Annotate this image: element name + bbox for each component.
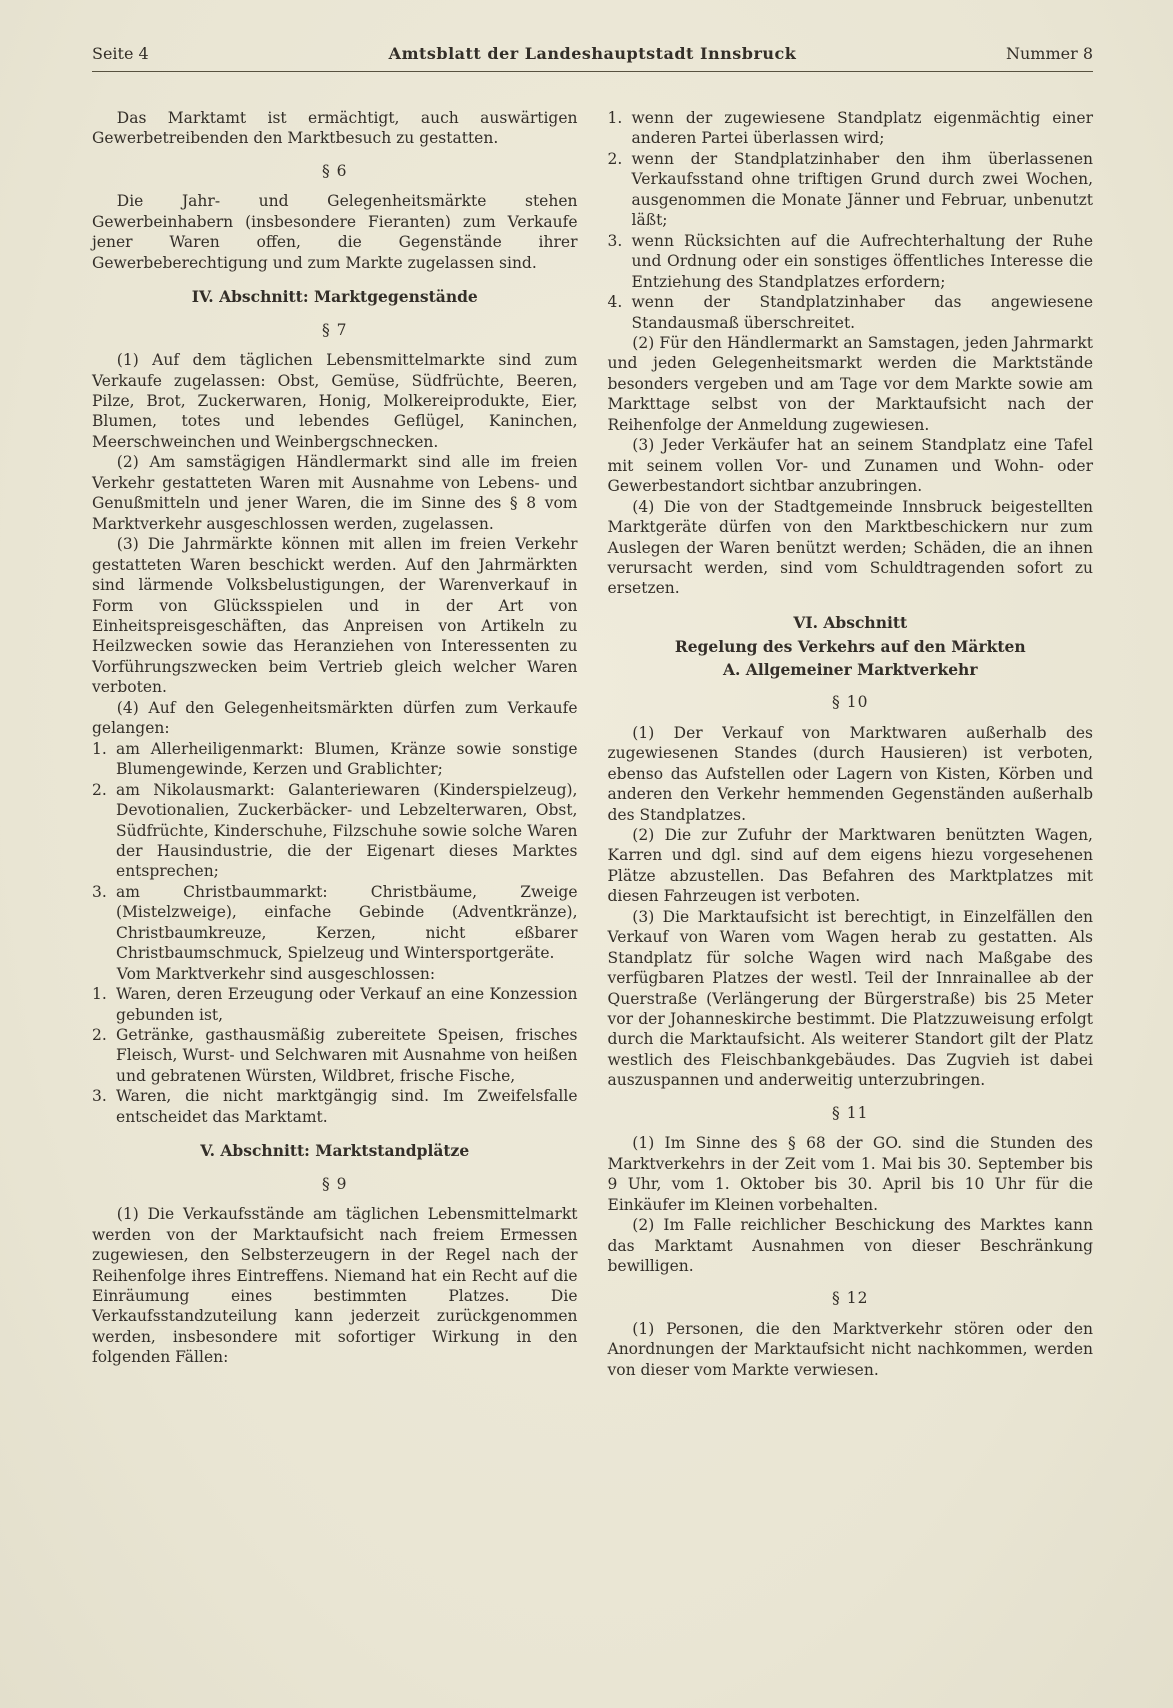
list-item <box>608 108 1094 149</box>
list-item <box>92 780 578 882</box>
section-heading: V. Abschnitt: Marktstandplätze <box>200 1141 470 1161</box>
list-item <box>92 882 578 964</box>
paragraph: (1) Im Sinne des § 68 der GO. sind die Stunden des Marktverkehrs in der Zeit vom 1. Mai bis 30. September bis 9 Uhr, vom 1. Oktober bis 30. April bis 10 Uhr für die Einkäufer im Kleinen vorbehalten. <box>607 1134 1093 1214</box>
list-item-text: wenn der Standplatzinhaber das angewiesene Standausmaß überschreitet. <box>631 293 1093 332</box>
paragraph-number: § 6 <box>321 161 348 180</box>
list-item <box>608 231 1094 292</box>
paragraph-number: § 7 <box>321 320 348 339</box>
left-column <box>92 108 578 1380</box>
text-columns <box>92 108 1093 1380</box>
list-item-text: Waren, die nicht marktgängig sind. Im Zweifelsfalle entscheidet das Marktamt. <box>116 1087 578 1126</box>
issue-number: Nummer 8 <box>1005 44 1093 63</box>
page-header <box>92 44 1093 72</box>
paragraph: (2) Am samstägigen Händlermarkt sind alle im freien Verkehr gestatteten Waren mit Ausnahme von Lebens- und Genußmitteln und jener Waren, die im Sinne des § 8 vom Marktverkehr ausgeschlossen werden, zugelassen. <box>92 453 578 533</box>
list-item-number: 3. <box>92 882 107 901</box>
list-item <box>608 292 1094 333</box>
list-item-text: wenn der Standplatzinhaber den ihm überlassenen Verkaufsstand ohne triftigen Grund durch zwei Wochen, ausgenommen die Monate Jänner und Februar, unbenutzt läßt; <box>631 149 1093 230</box>
list-item-text: wenn Rücksichten auf die Aufrechterhaltung der Ruhe und Ordnung oder ein sonstiges öffentliches Interesse die Entziehung des Standplatzes erfordern; <box>631 231 1093 291</box>
page-number: Seite 4 <box>92 44 149 63</box>
paragraph: (3) Die Marktaufsicht ist berechtigt, in Einzelfällen den Verkauf von Waren vom Wagen herab zu gestatten. Als Standplatz für solche Wagen wird nach Maßgabe des verfügbaren Platzes der westl. Teil der Innrainallee ab der Querstraße (Verlängerung der Bürgerstraße) bis 25 Meter vor der Johanneskirche bestimmt. Die Platzzuweisung erfolgt durch die Marktaufsicht. Als weiterer Standort gilt der Platz westlich des Fleischbankgebäudes. Das Zugvieh ist dabei auszuspannen und anderweitig unterzubringen. <box>607 907 1093 1090</box>
list-item-text: Waren, deren Erzeugung oder Verkauf an eine Konzession gebunden ist, <box>116 985 578 1024</box>
list-item-number: 4. <box>607 293 623 312</box>
list-item-number: 2. <box>92 780 107 799</box>
list-item-number: 1. <box>92 739 107 758</box>
paragraph: (3) Jeder Verkäufer hat an seinem Standplatz eine Tafel mit seinem vollen Vor- und Zunamen und Wohn- oder Gewerbestandort sichtbar anzubringen. <box>607 436 1093 496</box>
paragraph: (1) Personen, die den Marktverkehr stören oder den Anordnungen der Marktaufsicht nicht nachkommen, werden von dieser vom Markte verwiesen. <box>607 1319 1093 1379</box>
paragraph-number: § 12 <box>832 1289 869 1308</box>
paragraph: Das Marktamt ist ermächtigt, auch auswärtigen Gewerbetreibenden den Marktbesuch zu gestatten. <box>92 109 578 148</box>
paragraph-number: § 10 <box>832 693 869 712</box>
paragraph: (1) Auf dem täglichen Lebensmittelmarkte sind zum Verkaufe zugelassen: Obst, Gemüse, Südfrüchte, Beeren, Pilze, Brot, Zuckerwaren, Honig, Molkereiprodukte, Eier, Blumen, totes und lebendes Geflügel, Kaninchen, Meerschweinchen und Weinbergschnecken. <box>92 351 578 451</box>
list-item-text: wenn der zugewiesene Standplatz eigenmächtig einer anderen Partei überlassen wird; <box>631 109 1093 148</box>
section-heading: IV. Abschnitt: Marktgegenstände <box>191 287 478 307</box>
list-item <box>608 149 1094 231</box>
list-item-text: am Allerheiligenmarkt: Blumen, Kränze sowie sonstige Blumengewinde, Kerzen und Grablichter; <box>116 739 578 779</box>
list-item <box>92 1086 578 1127</box>
right-column <box>608 108 1094 1380</box>
list-item-number: 3. <box>92 1087 107 1106</box>
paragraph: (3) Die Jahrmärkte können mit allen im freien Verkehr gestatteten Waren beschickt werden. Auf den Jahrmärkten sind lärmende Volksbelustigungen, der Warenverkauf in Form von Glücksspielen und in der Art von Einheitspreisgeschäften, das Anpreisen von Artikeln zu Heilzwecken sowie das Heranziehen von Interessenten zu Vorführungszwecken beim Vertrieb gleich welcher Waren verboten. <box>92 535 578 697</box>
list-item-number: 1. <box>92 985 107 1004</box>
paragraph: (2) Die zur Zufuhr der Marktwaren benützten Wagen, Karren und dgl. sind auf dem eigens hiezu vorgesehenen Plätze abzustellen. Das Befahren des Marktplatzes mit diesen Fahrzeugen ist verboten. <box>607 825 1093 906</box>
document-title: Amtsblatt der Landeshauptstadt Innsbruck <box>388 44 797 63</box>
list-item <box>92 984 578 1025</box>
centered-heading: A. Allgemeiner Marktverkehr <box>722 659 978 679</box>
paragraph: (1) Der Verkauf von Marktwaren außerhalb des zugewiesenen Standes (durch Hausieren) ist verboten, ebenso das Aufstellen oder Lagern von Kisten, Körben und anderen den Verkehr hemmenden Gegenständen außerhalb des Standplatzes. <box>607 723 1093 824</box>
list-item-number: 2. <box>92 1026 107 1045</box>
paragraph: (4) Die von der Stadtgemeinde Innsbruck beigestellten Marktgeräte dürfen von den Marktbeschickern nur zum Auslegen der Waren benützt werden; Schäden, die an ihnen verursacht werden, sind vom Schuldtragenden sofort zu ersetzen. <box>607 497 1093 598</box>
paragraph: (4) Auf den Gelegenheitsmärkten dürfen zum Verkaufe gelangen: <box>92 698 578 738</box>
list-item <box>92 1025 578 1086</box>
paragraph: (2) Im Falle reichlicher Beschickung des Marktes kann das Marktamt Ausnahmen von dieser Beschränkung bewilligen. <box>607 1216 1093 1276</box>
list-item-number: 1. <box>607 109 623 127</box>
list-item-text: Getränke, gasthausmäßig zubereitete Speisen, frisches Fleisch, Wurst- und Selchwaren mit Ausnahme von heißen und gebratenen Würsten, Wildbret, frische Fische, <box>116 1026 578 1085</box>
list-item-text: am Christbaummarkt: Christbäume, Zweige (Mistelzweige), einfache Gebinde (Adventkränze), Christbaumkreuze, Kerzen, nicht eßbarer Christbaumschmuck, Spielzeug und Wintersportgeräte. <box>116 882 578 963</box>
list-item-text: am Nikolausmarkt: Galanteriewaren (Kinderspielzeug), Devotionalien, Zuckerbäcker- und Lebzelterwaren, Obst, Südfrüchte, Kinderschuhe, Filzschuhe sowie solche Waren der Hausindustrie, die der Eigenart dieses Marktes entsprechen; <box>116 780 578 881</box>
list-item-number: 2. <box>607 149 623 168</box>
paragraph-number: § 9 <box>321 1174 348 1193</box>
paragraph: (1) Die Verkaufsstände am täglichen Lebensmittelmarkt werden von der Marktaufsicht nach freiem Ermessen zugewiesen, den Selbsterzeugern in der Regel nach der Reihenfolge ihres Eintreffens. Niemand hat ein Recht auf die Einräumung eines bestimmten Platzes. Die Verkaufsstandzuteilung kann jederzeit zurückgenommen werden, insbesondere mit sofortiger Wirkung in den folgenden Fällen: <box>92 1205 578 1367</box>
paragraph: Vom Marktverkehr sind ausgeschlossen: <box>116 964 436 983</box>
paragraph-number: § 11 <box>832 1103 869 1122</box>
paragraph: Die Jahr- und Gelegenheitsmärkte stehen Gewerbeinhabern (insbesondere Fieranten) zum Verkaufe jener Waren offen, die Gegenstände ihrer Gewerbeberechtigung und zum Markte zugelassen sind. <box>92 192 578 272</box>
paragraph: (2) Für den Händlermarkt an Samstagen, jeden Jahrmarkt und jeden Gelegenheitsmarkt werden die Marktstände besonders vergeben und am Tage vor dem Markte sowie am Markttage selbst von der Marktaufsicht nach der Reihenfolge der Anmeldung zugewiesen. <box>607 333 1093 434</box>
list-item-number: 3. <box>607 231 623 250</box>
list-item <box>92 739 578 780</box>
centered-heading: Regelung des Verkehrs auf den Märkten <box>674 637 1026 657</box>
section-heading: VI. Abschnitt <box>793 612 908 632</box>
